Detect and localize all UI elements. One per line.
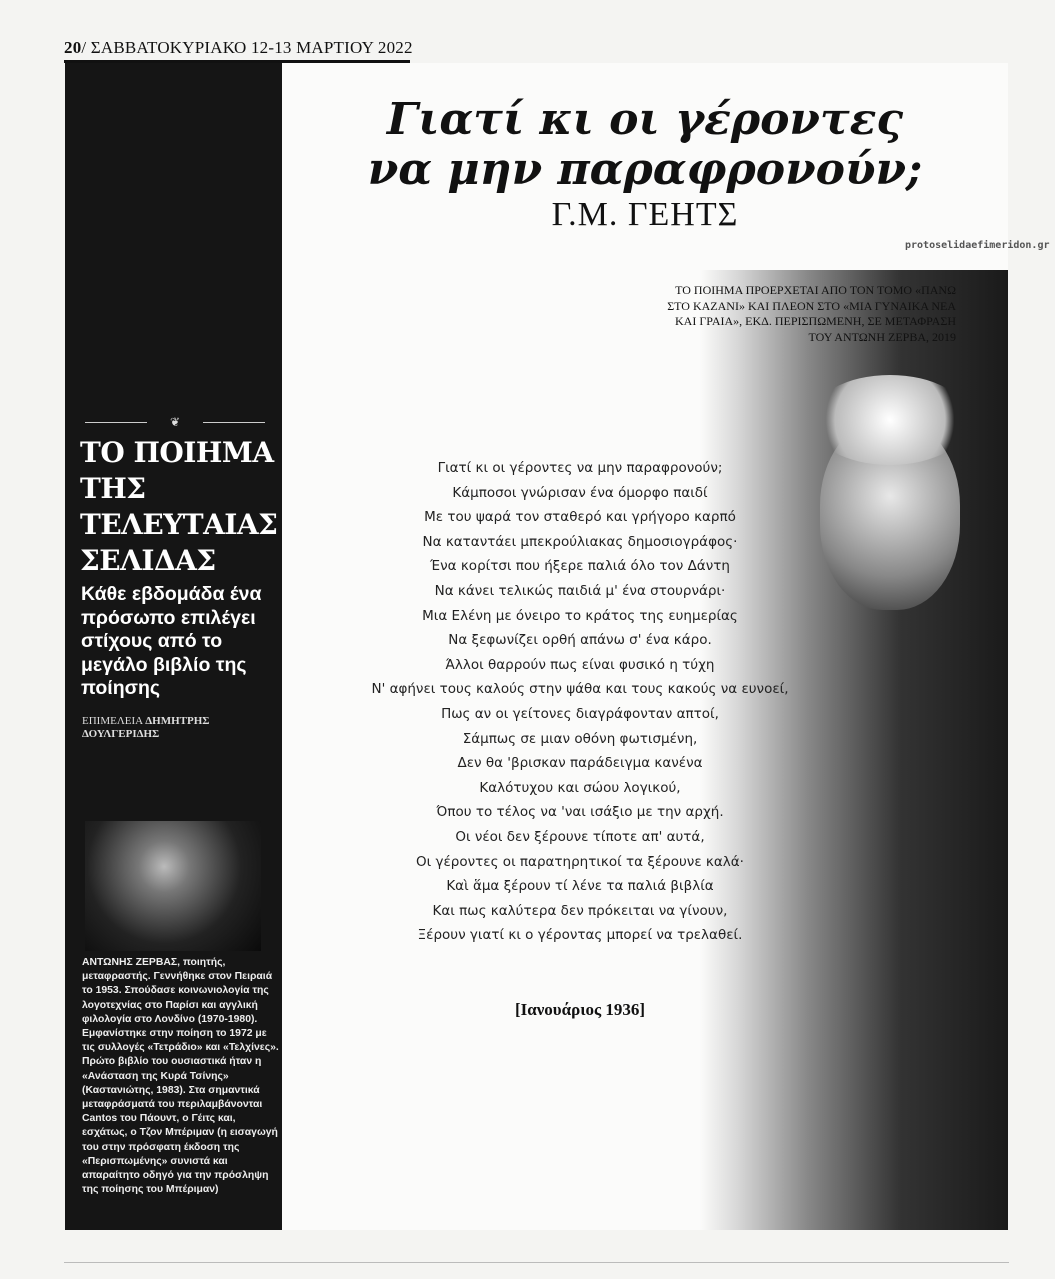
- editor-label: ΕΠΙΜΕΛΕΙΑ: [82, 715, 143, 727]
- poem-line: Άλλοι θαρρούν πως είναι φυσικό η τύχη: [445, 656, 715, 673]
- column-title-line: ΣΕΛΙΔΑΣ: [80, 544, 216, 577]
- sidebar-column: [65, 63, 282, 1230]
- portrait-hair: [810, 375, 970, 465]
- poem-line: Ν' αφήνει τους καλούς στην ψάθα και τους κακούς να ευνοεί,: [371, 681, 789, 698]
- poem-line: Όπου το τέλος να 'ναι ισάξιο με την αρχή.: [436, 804, 724, 821]
- column-title-line: ΤΕΛΕΥΤΑΙΑΣ: [80, 508, 278, 541]
- poem-line: Ξέρουν γιατί κι ο γέροντας μπορεί να τρελαθεί.: [417, 927, 743, 944]
- ornament-divider: ❦: [85, 415, 265, 429]
- poem-line: Οι νέοι δεν ξέρουνε τίποτε απ' αυτά,: [455, 828, 705, 845]
- poem-line: Να καταντάει μπεκρούλιακας δημοσιογράφος·: [422, 533, 738, 550]
- source-note: ΤΟ ΠΟΙΗΜΑ ΠΡΟΕΡΧΕΤΑΙ ΑΠΟ ΤΟΝ ΤΟΜΟ «ΠΑΝΩ ΣΤΟ ΚΑΖΑΝΙ» ΚΑΙ ΠΛΕΟΝ ΣΤΟ «ΜΙΑ ΓΥΝΑΙΚΑ ΝΕΑ ΚΑΙ ΓΡΑΙΑ», ΕΚΔ. ΠΕΡΙΣΠΩΜΕΝΗ, ΣΕ ΜΕΤΑΦΡΑΣΗ ΤΟΥ ΑΝΤΩΝΗ ΖΕΡΒΑ, 2019: [667, 283, 956, 344]
- poem-line: Καλότυχου και σώου λογικού,: [479, 779, 681, 796]
- title-line: Γιατί κι οι γέροντες: [386, 94, 904, 145]
- bottom-rule: [64, 1262, 1009, 1263]
- title-line: να μην παραφρονούν;: [367, 144, 923, 195]
- article-title: [282, 95, 1008, 195]
- column-title: [80, 435, 280, 579]
- poem-line: Με του ψαρά τον σταθερό και γρήγορο καρπό: [424, 509, 736, 526]
- poem-line: Σάμπως σε μιαν οθόνη φωτισμένη,: [462, 730, 698, 747]
- poem-text: [330, 456, 830, 948]
- issue-date: / ΣΑΒΒΑΤΟΚΥΡΙΑΚΟ 12-13 ΜΑΡΤΙΟΥ 2022: [81, 38, 413, 57]
- column-intro: Κάθε εβδομάδα ένα πρόσωπο επιλέγει στίχους από το μεγάλο βιβλίο της ποίησης: [81, 583, 262, 699]
- page-number: 20: [64, 38, 82, 57]
- column-title-line: ΤΗΣ: [80, 472, 146, 505]
- poem-line: Και πως καλύτερα δεν πρόκειται να γίνουν,: [432, 902, 728, 919]
- poem-line: Γιατί κι οι γέροντες να μην παραφρονούν;: [437, 460, 723, 476]
- page-header: [64, 38, 413, 58]
- poet-name: Γ.Μ. ΓΕΗΤΣ: [551, 196, 739, 233]
- poem-date: [Ιανουάριος 1936]: [514, 1000, 646, 1019]
- translator-bio: ΑΝΤΩΝΗΣ ΖΕΡΒΑΣ, ποιητής, μεταφραστής. Γεννήθηκε στον Πειραιά το 1953. Σπούδασε κοινωνιολογία της λογοτεχνίας στο Παρίσι και αγγλική φιλολογία στο Λονδίνο (1970-1980). Εμφανίστηκε στην ποίηση το 1972 με τις συλλογές «Τετράδιο» και «Τελχίνες». Πρώτο βιβλίο του ουσιαστικά ήταν η «Ανάσταση της Κυρά Τσίνης» (Καστανιώτης, 1983). Στα σημαντικά μεταφράσματά του περιλαμβάνονται Cantos του Πάουντ, ο Γέιτς και, εσχάτως, ο Τζον Μπέριμαν (η εισαγωγή του στην πρόσφατη έκδοση της «Περισπωμένης» συνιστά και απαραίτητο οδηγό για την πρόσληψη της ποίησης του Μπέριμαν): [82, 957, 279, 1196]
- poem-line: Ένα κορίτσι που ήξερε παλιά όλο τον Δάντη: [430, 558, 730, 575]
- poem-line: Μια Ελένη με όνειρο το κράτος της ευημερίας: [422, 607, 738, 624]
- poem-line: Να ξεφωνίζει ορθή απάνω σ' ένα κάρο.: [448, 632, 712, 649]
- poem-line: Οι γέροντες οι παρατηρητικοί τα ξέρουνε καλά·: [416, 853, 744, 870]
- translator-photo: [85, 821, 261, 951]
- poem-line: Δεν θα 'βρισκαν παράδειγμα κανένα: [457, 755, 703, 772]
- column-title-line: ΤΟ ΠΟΙΗΜΑ: [80, 436, 274, 469]
- editor-name: ΔΗΜΗΤΡΗΣ ΔΟΥΛΓΕΡΙΔΗΣ: [82, 715, 210, 740]
- poem-line: Κάμποσοι γνώρισαν ένα όμορφο παιδί: [452, 484, 708, 501]
- poem-line: Να κάνει τελικώς παιδιά μ' ένα στουρνάρι·: [434, 582, 726, 599]
- watermark: protoselidaefimeridon.gr: [905, 240, 1050, 251]
- editor-credit: [82, 715, 282, 741]
- poem-line: Καὶ ἅμα ξέρουν τί λένε τα παλιά βιβλία: [446, 878, 714, 895]
- poem-line: Πως αν οι γείτονες διαγράφονταν απτοί,: [441, 705, 719, 722]
